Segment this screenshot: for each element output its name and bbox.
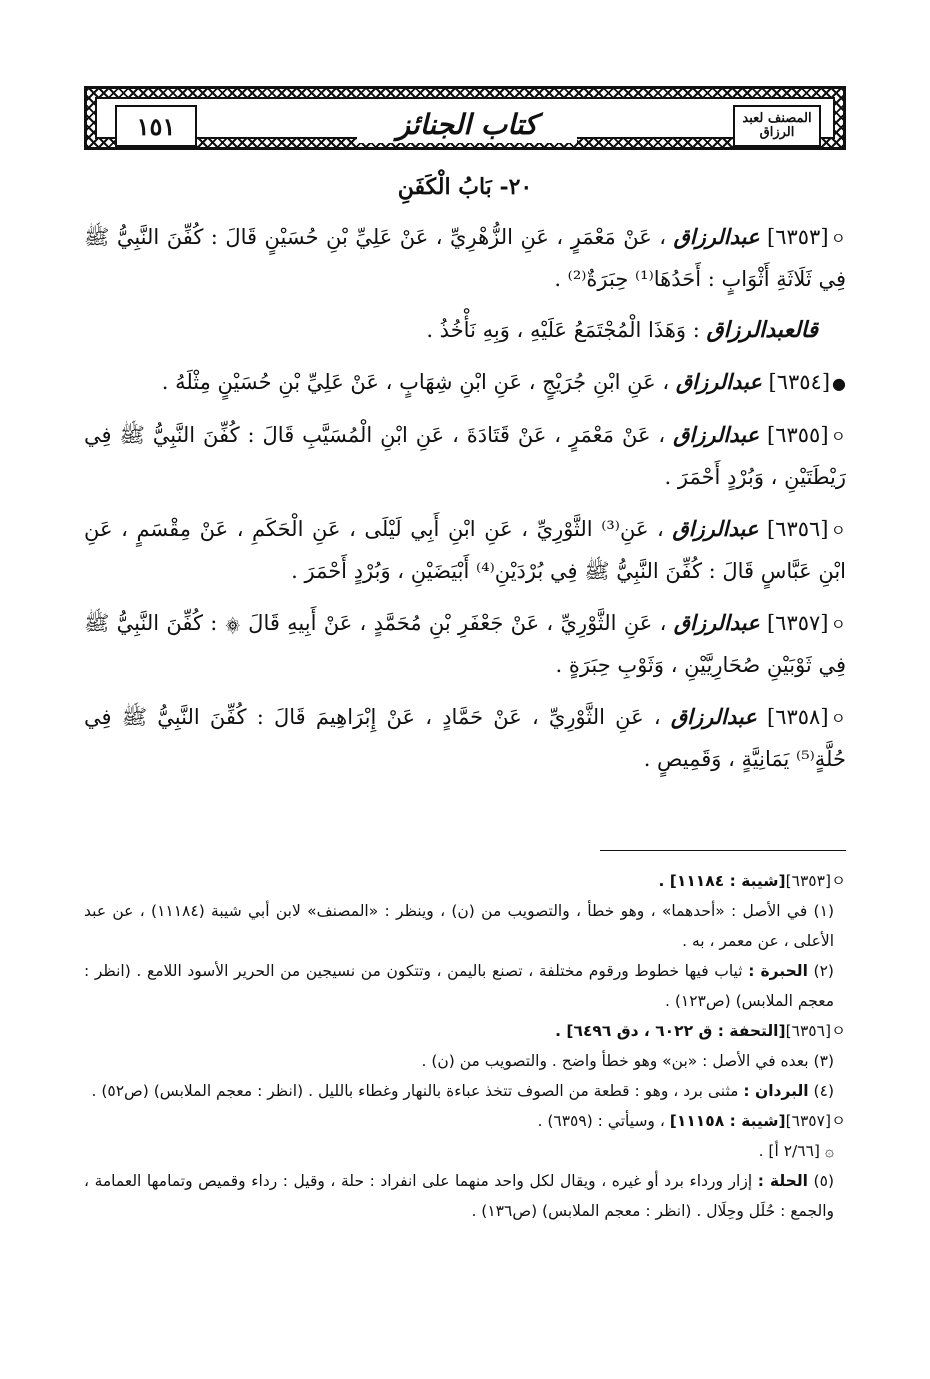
hadith-entry: [84, 696, 846, 780]
footnote-text: في الأصل : «أحدهما» ، وهو خطأ ، والتصويب من (ن) ، وينظر : «المصنف» لابن أبي شيبة (١١١٨٤) ، عن عبد الأعلى ، عن معمر ، به .: [84, 902, 834, 950]
hadith-marker: ㅇ: [830, 229, 846, 248]
hadith-entry: [84, 508, 846, 592]
footnote-bold: الحبرة :: [748, 962, 808, 980]
footnote: [84, 896, 846, 956]
footnote: [84, 1136, 846, 1166]
hadith-marker: ㅇ: [830, 521, 846, 540]
hadith-entry: [84, 602, 846, 686]
hadith-number: [٦٣٥٤]: [768, 370, 831, 394]
footnote-bold: [التحفة : ق ٦٠٢٢ ، دق ٦٤٩٦] .: [555, 1022, 786, 1040]
footnote: [84, 1106, 846, 1136]
footnote: [84, 956, 846, 1016]
hadith-marker: ㅇ: [830, 427, 846, 446]
book-section-title: كتاب الجنائز: [357, 105, 577, 143]
footnote-bold: [شيبة : ١١١٥٨]: [669, 1112, 786, 1130]
hadith-number: [٦٣٥٥]: [767, 423, 829, 447]
footnote-label: (٤): [813, 1082, 834, 1100]
hadith-marker: ㅇ: [830, 709, 846, 728]
main-text: [84, 166, 846, 790]
hadith-text: ، عَنْ مَعْمَرٍ ، عَنْ قَتَادَةَ ، عَنِ ابْنِ الْمُسَيَّبِ قَالَ : كُفِّنَ النَّبِيُّ ﷺ فِي رَيْطَتَيْنِ ، وَبُرْدٍ أَحْمَرَ .: [84, 423, 846, 489]
narrator-name: عبدالرزاق: [672, 516, 759, 541]
footnote-text: ، وسيأتي : (٦٣٥٩) .: [537, 1112, 665, 1130]
footnote: [84, 1166, 846, 1226]
footnote-label: (٣): [813, 1052, 834, 1070]
footnote-label: ㅇ[٦٣٥٦]: [785, 1022, 846, 1040]
footnote-label: ۞: [824, 1142, 834, 1160]
footnotes: [84, 866, 846, 1226]
hadith-marker: ●: [832, 374, 846, 393]
comment-text: : وَهَذَا الْمُجْتَمَعُ عَلَيْهِ ، وَبِهِ نَأْخُذُ .: [426, 318, 700, 342]
footnote-bold: البردان :: [743, 1082, 809, 1100]
footnote-separator: [600, 850, 846, 851]
footnote-label: (٢): [813, 962, 834, 980]
hadith-text: ، عَنْ مَعْمَرٍ ، عَنِ الزُّهْرِيِّ ، عَنْ عَلِيِّ بْنِ حُسَيْنٍ قَالَ : كُفِّنَ النَّبِيُّ ﷺ فِي ثَلَاثَةِ أَثْوَابٍ : أَحَدُهَا⁽¹⁾ حِبَرَةٌ⁽²⁾ .: [84, 225, 846, 291]
narrator-name: عبدالرزاق: [673, 610, 760, 635]
footnote-bold: [شيبة : ١١١٨٤] .: [658, 872, 786, 890]
header-frame: [95, 97, 835, 139]
hadith-marker: ㅇ: [830, 615, 846, 634]
narrator-name: عبدالرزاق: [673, 422, 760, 447]
footnote-bold: الحلة :: [757, 1172, 808, 1190]
hadith-number: [٦٣٥٦]: [766, 517, 829, 541]
page-number: ١٥١: [115, 105, 197, 147]
comment-prefix: قال: [794, 317, 818, 343]
footnote-text: إزار ورداء برد أو غيره ، ويقال لكل واحد منهما على انفراد : حلة ، وقيل : رداء وقميص وتمامها العمامة ، والجمع : حُلَل وحِلَال . (انظر : معجم الملابس) (ص١٣٦) .: [84, 1172, 834, 1220]
footnote-text: بعده في الأصل : «بن» وهو خطأ واضح . والتصويب من (ن) .: [421, 1052, 809, 1070]
footnote-label: ㅇ[٦٣٥٣]: [785, 872, 846, 890]
narrator-name: عبدالرزاق: [670, 704, 757, 729]
comment-narrator: عبدالرزاق: [706, 317, 795, 343]
footnote-label: ㅇ[٦٣٥٧]: [785, 1112, 846, 1130]
hadith-entry: [84, 216, 846, 300]
hadith-number: [٦٣٥٣]: [767, 225, 829, 249]
footnote-text: مثنى برد ، وهو : قطعة من الصوف تتخذ عباءة بالنهار وغطاء بالليل . (انظر : معجم الملابس) (ص٥٢) .: [91, 1082, 739, 1100]
narrator-name: عبدالرزاق: [675, 369, 762, 394]
page-header: [84, 86, 846, 150]
footnote-text: ثياب فيها خطوط ورقوم مختلفة ، تصنع باليمن ، وتتكون من نسيجين من الحرير الأسود اللامع . (انظر : معجم الملابس) (ص١٢٣) .: [84, 962, 834, 1010]
narrator-name: عبدالرزاق: [673, 224, 760, 249]
author-comment: [84, 310, 818, 351]
footnote: [84, 866, 846, 896]
hadith-text: ، عَنِ⁽³⁾ الثَّوْرِيِّ ، عَنِ ابْنِ أَبِي لَيْلَى ، عَنِ الْحَكَمِ ، عَنْ مِقْسَمٍ ، عَنِ ابْنِ عَبَّاسٍ قَالَ : كُفِّنَ النَّبِيُّ ﷺ فِي بُرْدَيْنِ⁽⁴⁾ أَبْيَضَيْنِ ، وَبُرْدٍ أَحْمَرَ .: [84, 517, 846, 583]
hadith-text: ، عَنِ ابْنِ جُرَيْجٍ ، عَنِ ابْنِ شِهَابٍ ، عَنْ عَلِيِّ بْنِ حُسَيْنٍ مِثْلَهُ .: [161, 370, 670, 394]
footnote: [84, 1076, 846, 1106]
footnote-label: (١): [813, 902, 834, 920]
hadith-number: [٦٣٥٨]: [767, 705, 829, 729]
hadith-text: ، عَنِ الثَّوْرِيِّ ، عَنْ حَمَّادٍ ، عَنْ إِبْرَاهِيمَ قَالَ : كُفِّنَ النَّبِيُّ ﷺ فِي حُلَّةٍ⁽⁵⁾ يَمَانِيَّةٍ ، وَقَمِيصٍ .: [84, 705, 846, 771]
footnote-text: [٢/٦٦ أ] .: [758, 1142, 820, 1160]
hadith-number: [٦٣٥٧]: [766, 611, 829, 635]
hadith-entry: [84, 414, 846, 498]
footnote: [84, 1016, 846, 1046]
chapter-title: ٢٠- بَابُ الْكَفَنِ: [397, 174, 533, 200]
hadith-entry: [84, 361, 846, 404]
footnote: [84, 1046, 846, 1076]
book-emblem: المصنف لعبد الرزاق: [733, 105, 821, 147]
hadith-text: ، عَنِ الثَّوْرِيِّ ، عَنْ جَعْفَرِ بْنِ مُحَمَّدٍ ، عَنْ أَبِيهِ قَالَ ۞ : كُفِّنَ النَّبِيُّ ﷺ فِي ثَوْبَيْنِ صُحَارِيَّيْنِ ، وَثَوْبِ حِبَرَةٍ .: [84, 611, 846, 677]
footnote-label: (٥): [813, 1172, 834, 1190]
